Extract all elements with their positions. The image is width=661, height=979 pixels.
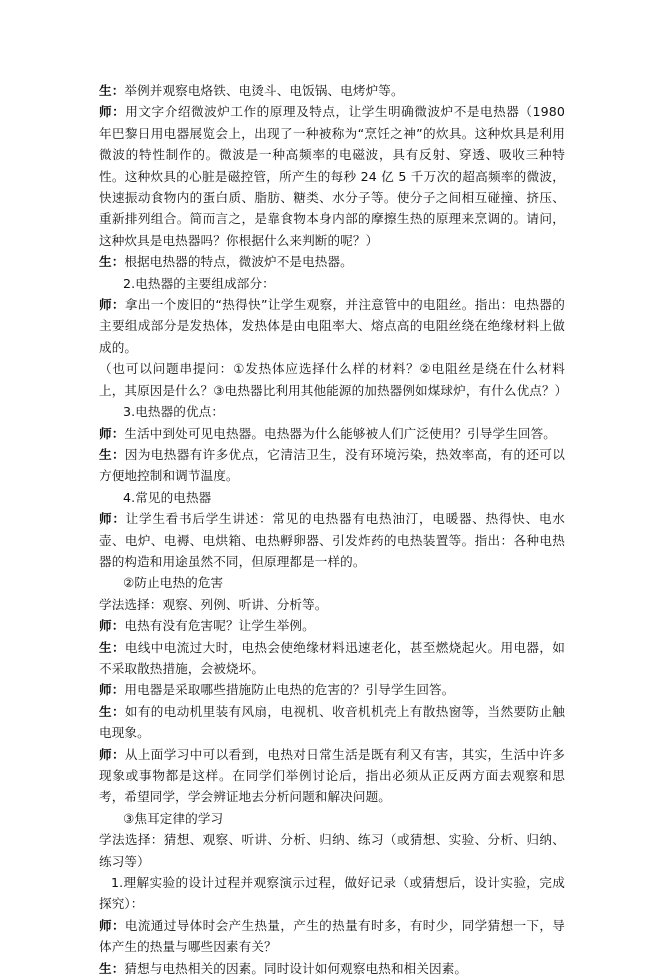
paragraph-8 bbox=[99, 423, 565, 444]
paragraph-text: 用电器是采取哪些措施防止电热的危害的？引导学生回答。 bbox=[124, 682, 455, 698]
paragraph-23 bbox=[99, 958, 565, 979]
paragraph-21 bbox=[99, 872, 565, 915]
paragraph-text: 让学生看书后学生讲述：常见的电热器有电热油汀，电暖器、热得快、电水壶、电炉、电褥、电烘箱、电热孵卵器、引发炸药的电热装置等。指出：各种电热器的构造和用途虽然不同，但原理都是一样的。 bbox=[99, 511, 565, 569]
paragraph-text: 电流通过导体时会产生热量，产生的热量有时多，有时少，同学猜想一下，导体产生的热量与哪些因素有关？ bbox=[99, 917, 565, 955]
speaker-label: 师： bbox=[99, 511, 126, 527]
speaker-label: 生： bbox=[99, 960, 125, 976]
paragraph-text: 从上面学习中可以看到，电热对日常生活是既有利又有害，其实，生活中许多现象或事物都是这样。在同学们举例讨论后，指出必须从正反两方面去观察和思考，希望同学，学会辨证地去分析问题和解决问题。 bbox=[99, 746, 565, 805]
paragraph-14 bbox=[99, 615, 565, 636]
section-heading bbox=[99, 808, 565, 829]
paragraph-text: 因为电热器有许多优点，它清洁卫生，没有环境污染，热效率高，有的还可以方便地控制和调节温度。 bbox=[99, 446, 565, 484]
speaker-label: 师： bbox=[99, 618, 125, 634]
speaker-label: 师： bbox=[99, 104, 126, 120]
section-heading bbox=[99, 572, 565, 593]
paragraph-16 bbox=[99, 679, 565, 700]
paragraph-text: 3.电热器的优点： bbox=[123, 404, 225, 420]
paragraph-2 bbox=[99, 101, 565, 251]
paragraph-text: 举例并观察电烙铁、电烫斗、电饭锅、电烤炉等。 bbox=[124, 83, 404, 98]
paragraph-text: ②防止电热的危害 bbox=[123, 575, 224, 591]
speaker-label: 师： bbox=[99, 917, 125, 933]
speaker-label: 生： bbox=[99, 83, 125, 98]
paragraph-text: 用文字介绍微波炉工作的原理及特点，让学生明确微波炉不是电热器（1980 年巴黎日用电器展览会上，出现了一种被称为“烹饪之神”的炊具。这种炊具是利用微波的特性制作的。微波是一种高频率的电磁波，具有反射、穿透、吸收三种特性。这种炊具的心脏是磁控管，所产生的每秒 24 亿 5 千万次的超高频率的微波，快速振动食物内的蛋白质、脂肪、糖类、水分子等。使分子之间相互碰撞、挤压、重新排列组合。简而言之，是靠食物本身内部的摩擦生热的原理来烹调的。请问，这种炊具是电热器吗？你根据什么来判断的呢？） bbox=[99, 104, 565, 248]
paragraph-text: ③焦耳定律的学习 bbox=[123, 810, 224, 826]
paragraph-text: 电线中电流过大时，电热会使绝缘材料迅速老化，甚至燃烧起火。用电器，如不采取散热措施，会被烧坏。 bbox=[99, 639, 565, 676]
paragraph-17 bbox=[99, 701, 565, 744]
paragraph-text: 电热有没有危害呢？让学生举例。 bbox=[124, 618, 315, 634]
paragraph-22 bbox=[99, 915, 565, 958]
paragraph-text: 4.常见的电热器 bbox=[123, 489, 212, 505]
speaker-label: 师： bbox=[99, 746, 125, 762]
speaker-label: 生： bbox=[99, 446, 125, 462]
paragraph-text: 学法选择：猜想、观察、听讲、分析、归纳、练习（或猜想、实验、分析、归纳、练习等） bbox=[99, 832, 565, 869]
paragraph-text: 生活中到处可见电热器。电热器为什么能够被人们广泛使用？引导学生回答。 bbox=[124, 425, 556, 441]
paragraph-13 bbox=[99, 594, 565, 615]
paragraph-text: 学法选择：观察、列例、听讲、分析等。 bbox=[99, 596, 328, 612]
speaker-label: 生： bbox=[99, 639, 125, 655]
paragraph-text: 2.电热器的主要组成部分： bbox=[123, 275, 275, 291]
section-heading bbox=[99, 401, 565, 422]
document-body bbox=[99, 80, 568, 979]
paragraph-3 bbox=[99, 251, 565, 272]
paragraph-text: 1.理解实验的设计过程并观察演示过程，做好记录（或猜想后，设计实验，完成探究）： bbox=[99, 875, 565, 912]
speaker-label: 师： bbox=[99, 425, 125, 441]
paragraph-6 bbox=[99, 358, 568, 401]
paragraph-text: 如有的电动机里装有风扇，电视机、收音机机壳上有散热窗等，当然要防止触电现象。 bbox=[99, 703, 565, 741]
paragraph-text: （也可以问题串提问：①发热体应选择什么样的材料？②电阻丝是绕在什么材料上，其原因是什么？③电热器比利用其他能源的加热器例如煤球炉，有什么优点？） bbox=[99, 361, 568, 398]
section-heading bbox=[99, 273, 565, 294]
speaker-label: 生： bbox=[99, 254, 125, 270]
paragraph-text: 根据电热器的特点，微波炉不是电热器。 bbox=[124, 254, 353, 270]
paragraph-text: 猜想与电热相关的因素。同时设计如何观察电热和相关因素。 bbox=[124, 960, 468, 976]
speaker-label: 师： bbox=[99, 682, 125, 698]
paragraph-text: 拿出一个废旧的“热得快”让学生观察，并注意管中的电阻丝。指出：电热器的主要组成部分是发热体，发热体是由电阻率大、熔点高的电阻丝绕在绝缘材料上做成的。 bbox=[99, 297, 565, 355]
speaker-label: 师： bbox=[99, 297, 125, 313]
paragraph-20 bbox=[99, 829, 565, 872]
speaker-label: 生： bbox=[99, 703, 125, 719]
paragraph-18 bbox=[99, 744, 565, 808]
section-heading bbox=[99, 487, 565, 508]
paragraph-9 bbox=[99, 444, 565, 487]
paragraph-11 bbox=[99, 508, 565, 572]
paragraph-15 bbox=[99, 637, 565, 680]
paragraph-1 bbox=[99, 80, 565, 101]
paragraph-5 bbox=[99, 294, 565, 358]
